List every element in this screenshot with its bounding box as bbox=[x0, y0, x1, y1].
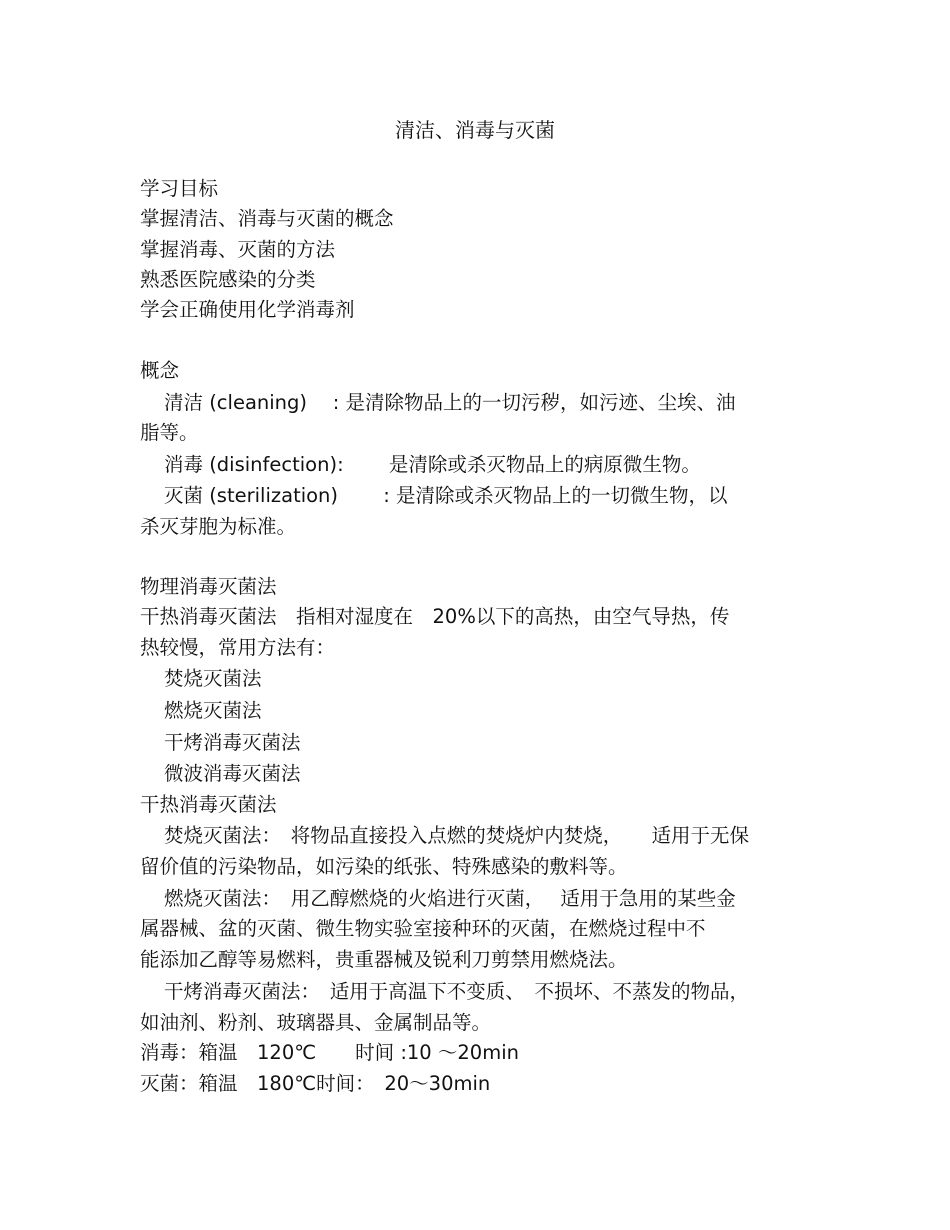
incineration-paragraph: 焚烧灭菌法： 将物品直接投入点燃的焚烧炉内焚烧， 适用于无保 bbox=[164, 824, 750, 847]
objective-item: 学会正确使用化学消毒剂 bbox=[140, 298, 355, 321]
burning-paragraph: 燃烧灭菌法： 用乙醇燃烧的火焰进行灭菌， 适用于急用的某些金 bbox=[164, 887, 736, 910]
method-item: 焚烧灭菌法 bbox=[164, 667, 262, 690]
sterilization-parameters: 灭菌：箱温 180℃时间： 20～30min bbox=[140, 1072, 491, 1095]
dry-heat-definition: 干热消毒灭菌法 指相对湿度在 20%以下的高热，由空气导热，传 bbox=[140, 605, 730, 628]
cleaning-definition-cont: 脂等。 bbox=[140, 421, 199, 444]
sterilization-definition: 灭菌 (sterilization) : 是清除或杀灭物品上的一切微生物，以 bbox=[164, 484, 728, 507]
concepts-heading: 概念 bbox=[140, 359, 180, 382]
disinfection-parameters: 消毒：箱温 120℃ 时间 :10 ～20min bbox=[140, 1041, 519, 1064]
burning-paragraph-cont: 能添加乙醇等易燃料，贵重器械及锐利刀剪禁用燃烧法。 bbox=[140, 948, 628, 971]
burning-paragraph-cont: 属器械、盆的灭菌、微生物实验室接种环的灭菌，在燃烧过程中不 bbox=[140, 917, 706, 940]
physical-heading: 物理消毒灭菌法 bbox=[140, 575, 277, 598]
objective-item: 掌握消毒、灭菌的方法 bbox=[140, 238, 336, 261]
objective-item: 熟悉医院感染的分类 bbox=[140, 268, 316, 291]
method-item: 干烤消毒灭菌法 bbox=[164, 731, 301, 754]
incineration-paragraph-cont: 留价值的污染物品，如污染的纸张、特殊感染的敷料等。 bbox=[140, 855, 628, 878]
page-title: 清洁、消毒与灭菌 bbox=[395, 118, 555, 142]
disinfection-definition: 消毒 (disinfection): 是清除或杀灭物品上的病原微生物。 bbox=[164, 453, 701, 476]
cleaning-definition: 清洁 (cleaning) : 是清除物品上的一切污秽，如污迹、尘埃、油 bbox=[164, 391, 736, 414]
dry-heat-heading: 干热消毒灭菌法 bbox=[140, 793, 277, 816]
oven-paragraph: 干烤消毒灭菌法： 适用于高温下不变质、 不损坏、不蒸发的物品， bbox=[164, 980, 750, 1003]
dry-heat-definition-cont: 热较慢，常用方法有： bbox=[140, 636, 336, 659]
method-item: 燃烧灭菌法 bbox=[164, 699, 262, 722]
method-item: 微波消毒灭菌法 bbox=[164, 762, 301, 785]
sterilization-definition-cont: 杀灭芽胞为标准。 bbox=[140, 515, 297, 538]
oven-paragraph-cont: 如油剂、粉剂、玻璃器具、金属制品等。 bbox=[140, 1011, 492, 1034]
objective-item: 掌握清洁、消毒与灭菌的概念 bbox=[140, 207, 394, 230]
objectives-heading: 学习目标 bbox=[140, 177, 219, 200]
